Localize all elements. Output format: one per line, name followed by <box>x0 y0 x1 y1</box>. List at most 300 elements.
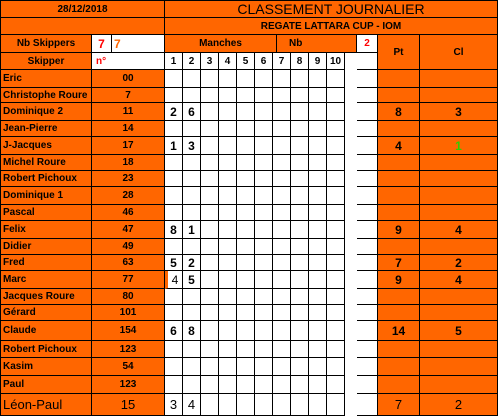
skippers.13-rank <box>420 289 498 305</box>
skippers.6-race-9 <box>309 171 327 187</box>
footer-race-1: 3 <box>165 394 183 416</box>
skippers.6-race-5 <box>237 171 255 187</box>
skippers.8-race-6 <box>255 205 273 221</box>
skippers.7-rank <box>420 187 498 205</box>
skippers.16-race-1 <box>165 341 183 358</box>
skippers.15-rank: 5 <box>420 321 498 341</box>
skippers.5-points <box>378 155 420 171</box>
race-number-7: 7 <box>273 53 291 70</box>
skippers.17-race-5 <box>237 358 255 376</box>
skippers.11-points: 7 <box>378 255 420 271</box>
skippers.0-race-9 <box>309 70 327 88</box>
skippers.5-number: 18 <box>92 155 165 171</box>
skippers.16-rank <box>420 341 498 358</box>
footer-number: 15 <box>92 394 165 416</box>
pt-header: Pt <box>378 35 420 70</box>
skippers.14-number: 101 <box>92 305 165 321</box>
skippers.14-race-6 <box>255 305 273 321</box>
footer-race-5 <box>237 394 255 416</box>
footer-race-7 <box>273 394 291 416</box>
skippers.16-race-3 <box>201 341 219 358</box>
skippers.10-race-6 <box>255 239 273 255</box>
skippers.16-number: 123 <box>92 341 165 358</box>
skippers.12-points: 9 <box>378 271 420 289</box>
nb-skippers-b: 7 <box>112 35 165 53</box>
skippers.3-number: 14 <box>92 121 165 137</box>
skippers.8-number: 46 <box>92 205 165 221</box>
skippers.17-sep <box>357 358 378 376</box>
skippers.1-race-4 <box>219 88 237 103</box>
skippers.17-points <box>378 358 420 376</box>
skippers.10-race-8 <box>291 239 309 255</box>
skippers.11-name: Fred <box>0 255 92 271</box>
skippers.2-race-8 <box>291 103 309 121</box>
skippers.13-race-6 <box>255 289 273 305</box>
skippers.17-race-10 <box>327 358 345 376</box>
nb-skippers-label: Nb Skippers <box>0 35 92 53</box>
skippers.0-race-7 <box>273 70 291 88</box>
skippers.2-race-3 <box>201 103 219 121</box>
skippers.9-rank: 4 <box>420 221 498 239</box>
skippers.5-sep <box>357 155 378 171</box>
skippers.1-number: 7 <box>92 88 165 103</box>
skippers.14-race-4 <box>219 305 237 321</box>
skippers.17-race-8 <box>291 358 309 376</box>
skippers.14-points <box>378 305 420 321</box>
skippers.1-race-7 <box>273 88 291 103</box>
skippers.2-race-1: 2 <box>165 103 183 121</box>
footer-race-8 <box>291 394 309 416</box>
skippers.9-race-9 <box>309 221 327 239</box>
skippers.11-sep <box>357 255 378 271</box>
race-number-3: 3 <box>201 53 219 70</box>
skippers.15-race-1: 6 <box>165 321 183 341</box>
skippers.4-rank: 1 <box>420 137 498 155</box>
skippers.12-name: Marc <box>0 271 92 289</box>
skippers.13-race-8 <box>291 289 309 305</box>
skippers.0-race-8 <box>291 70 309 88</box>
skippers.7-race-9 <box>309 187 327 205</box>
skippers.11-race-3 <box>201 255 219 271</box>
skippers.10-race-3 <box>201 239 219 255</box>
skippers.1-race-10 <box>327 88 345 103</box>
skippers.16-race-7 <box>273 341 291 358</box>
skippers.8-race-1 <box>165 205 183 221</box>
skippers.7-number: 28 <box>92 187 165 205</box>
skippers.10-race-5 <box>237 239 255 255</box>
skippers.16-sep <box>357 341 378 358</box>
footer-race-9 <box>309 394 327 416</box>
skippers.13-sep <box>357 289 378 305</box>
skippers.4-sep <box>357 137 378 155</box>
skippers.7-race-1 <box>165 187 183 205</box>
skippers.5-race-5 <box>237 155 255 171</box>
skippers.3-race-6 <box>255 121 273 137</box>
skippers.3-race-5 <box>237 121 255 137</box>
skippers.18-race-6 <box>255 376 273 394</box>
skippers.13-race-9 <box>309 289 327 305</box>
race-number-8: 8 <box>291 53 309 70</box>
skippers.18-sep <box>357 376 378 394</box>
sep-header <box>357 53 378 70</box>
footer-rank: 2 <box>420 394 498 416</box>
skippers.1-race-8 <box>291 88 309 103</box>
skippers.15-race-6 <box>255 321 273 341</box>
skippers.6-sep <box>357 171 378 187</box>
skippers.18-race-7 <box>273 376 291 394</box>
skippers.2-points: 8 <box>378 103 420 121</box>
skippers.3-race-9 <box>309 121 327 137</box>
skippers.1-race-5 <box>237 88 255 103</box>
skippers.10-rank <box>420 239 498 255</box>
race-number-1: 1 <box>165 53 183 70</box>
footer-name: Léon-Paul <box>0 394 92 416</box>
skippers.8-race-8 <box>291 205 309 221</box>
skippers.9-race-8 <box>291 221 309 239</box>
skippers.0-race-3 <box>201 70 219 88</box>
skippers.4-points: 4 <box>378 137 420 155</box>
skippers.12-rank: 4 <box>420 271 498 289</box>
number-column-header: n° <box>92 53 165 70</box>
skippers.8-rank <box>420 205 498 221</box>
skippers.0-rank <box>420 70 498 88</box>
skippers.6-race-7 <box>273 171 291 187</box>
skippers.13-number: 80 <box>92 289 165 305</box>
skippers.5-race-8 <box>291 155 309 171</box>
skippers.1-race-9 <box>309 88 327 103</box>
skippers.11-race-5 <box>237 255 255 271</box>
skippers.7-race-4 <box>219 187 237 205</box>
skippers.0-points <box>378 70 420 88</box>
skippers.5-race-6 <box>255 155 273 171</box>
skippers.10-race-2 <box>183 239 201 255</box>
skippers.5-rank <box>420 155 498 171</box>
skippers.1-rank <box>420 88 498 103</box>
skippers.9-race-3 <box>201 221 219 239</box>
skippers.15-race-9 <box>309 321 327 341</box>
skippers.4-race-10 <box>327 137 345 155</box>
skippers.13-race-3 <box>201 289 219 305</box>
skippers.3-sep <box>357 121 378 137</box>
skippers.1-race-6 <box>255 88 273 103</box>
skippers.14-race-5 <box>237 305 255 321</box>
footer-race-10 <box>327 394 345 416</box>
skippers.2-race-9 <box>309 103 327 121</box>
skippers.8-sep <box>357 205 378 221</box>
nb-skippers-a: 7 <box>92 35 112 53</box>
skippers.7-name: Dominique 1 <box>0 187 92 205</box>
footer-race-2: 4 <box>183 394 201 416</box>
skippers.5-race-3 <box>201 155 219 171</box>
skippers.0-race-4 <box>219 70 237 88</box>
skippers.5-race-2 <box>183 155 201 171</box>
skippers.13-race-2 <box>183 289 201 305</box>
skippers.7-race-3 <box>201 187 219 205</box>
skippers.15-number: 154 <box>92 321 165 341</box>
skippers.17-race-1 <box>165 358 183 376</box>
skippers.17-race-6 <box>255 358 273 376</box>
skipper-column-header: Skipper <box>0 53 92 70</box>
skippers.14-race-3 <box>201 305 219 321</box>
skippers.1-points <box>378 88 420 103</box>
skippers.9-race-7 <box>273 221 291 239</box>
footer-points: 7 <box>378 394 420 416</box>
skippers.17-race-2 <box>183 358 201 376</box>
skippers.12-sep <box>357 271 378 289</box>
skippers.12-race-3 <box>201 271 219 289</box>
skippers.18-rank <box>420 376 498 394</box>
skippers.9-race-2: 1 <box>183 221 201 239</box>
skippers.12-number: 77 <box>92 271 165 289</box>
nb-label: Nb <box>277 35 357 53</box>
skippers.14-race-8 <box>291 305 309 321</box>
skippers.11-race-4 <box>219 255 237 271</box>
skippers.12-race-10 <box>327 271 345 289</box>
skippers.14-race-7 <box>273 305 291 321</box>
skippers.18-name: Paul <box>0 376 92 394</box>
subtitle-cell: REGATE LATTARA CUP - IOM <box>165 18 498 35</box>
skippers.12-race-8 <box>291 271 309 289</box>
skippers.11-number: 63 <box>92 255 165 271</box>
skippers.11-race-8 <box>291 255 309 271</box>
skippers.15-name: Claude <box>0 321 92 341</box>
skippers.15-points: 14 <box>378 321 420 341</box>
skippers.4-race-4 <box>219 137 237 155</box>
skippers.14-sep <box>357 305 378 321</box>
manches-label: Manches <box>165 35 277 53</box>
skippers.15-race-2: 8 <box>183 321 201 341</box>
skippers.14-name: Gérard <box>0 305 92 321</box>
skippers.3-name: Jean-Pierre <box>0 121 92 137</box>
skippers.6-number: 23 <box>92 171 165 187</box>
skippers.16-race-5 <box>237 341 255 358</box>
skippers.2-race-5 <box>237 103 255 121</box>
skippers.0-number: 00 <box>92 70 165 88</box>
skippers.17-race-9 <box>309 358 327 376</box>
skippers.4-race-1: 1 <box>165 137 183 155</box>
skippers.1-race-2 <box>183 88 201 103</box>
skippers.10-race-10 <box>327 239 345 255</box>
skippers.13-race-5 <box>237 289 255 305</box>
skippers.2-race-4 <box>219 103 237 121</box>
skippers.18-race-3 <box>201 376 219 394</box>
skippers.14-rank <box>420 305 498 321</box>
skippers.3-race-2 <box>183 121 201 137</box>
skippers.10-name: Didier <box>0 239 92 255</box>
skippers.11-race-9 <box>309 255 327 271</box>
skippers.5-race-4 <box>219 155 237 171</box>
skippers.13-race-1 <box>165 289 183 305</box>
skippers.1-race-3 <box>201 88 219 103</box>
skippers.8-race-4 <box>219 205 237 221</box>
skippers.12-race-1: 4 <box>165 271 183 289</box>
skippers.3-points <box>378 121 420 137</box>
skippers.16-race-6 <box>255 341 273 358</box>
skippers.12-race-9 <box>309 271 327 289</box>
skippers.12-race-6 <box>255 271 273 289</box>
skippers.5-race-9 <box>309 155 327 171</box>
skippers.2-race-7 <box>273 103 291 121</box>
skippers.4-race-5 <box>237 137 255 155</box>
skippers.13-race-10 <box>327 289 345 305</box>
skippers.8-points <box>378 205 420 221</box>
skippers.7-race-8 <box>291 187 309 205</box>
skippers.7-points <box>378 187 420 205</box>
skippers.0-race-6 <box>255 70 273 88</box>
skippers.8-race-3 <box>201 205 219 221</box>
skippers.18-race-8 <box>291 376 309 394</box>
skippers.16-race-10 <box>327 341 345 358</box>
skippers.4-race-2: 3 <box>183 137 201 155</box>
skippers.8-race-5 <box>237 205 255 221</box>
skippers.18-race-5 <box>237 376 255 394</box>
skippers.13-points <box>378 289 420 305</box>
skippers.16-name: Robert Pichoux <box>0 341 92 358</box>
skippers.11-race-1: 5 <box>165 255 183 271</box>
skippers.11-rank: 2 <box>420 255 498 271</box>
race-number-5: 5 <box>237 53 255 70</box>
skippers.7-race-5 <box>237 187 255 205</box>
footer-race-6 <box>255 394 273 416</box>
skippers.17-number: 54 <box>92 358 165 376</box>
skippers.18-race-2 <box>183 376 201 394</box>
skippers.7-race-7 <box>273 187 291 205</box>
skippers.2-rank: 3 <box>420 103 498 121</box>
skippers.2-race-2: 6 <box>183 103 201 121</box>
skippers.4-race-9 <box>309 137 327 155</box>
skippers.5-name: Michel Roure <box>0 155 92 171</box>
skippers.9-race-4 <box>219 221 237 239</box>
skippers.15-race-8 <box>291 321 309 341</box>
skippers.9-name: Felix <box>0 221 92 239</box>
skippers.6-race-8 <box>291 171 309 187</box>
skippers.17-rank <box>420 358 498 376</box>
skippers.4-race-3 <box>201 137 219 155</box>
skippers.16-race-8 <box>291 341 309 358</box>
skippers.6-name: Robert Pichoux <box>0 171 92 187</box>
skippers.9-sep <box>357 221 378 239</box>
skippers.7-race-2 <box>183 187 201 205</box>
skippers.17-race-7 <box>273 358 291 376</box>
skippers.11-race-6 <box>255 255 273 271</box>
race-number-4: 4 <box>219 53 237 70</box>
footer-race-3 <box>201 394 219 416</box>
skippers.18-race-10 <box>327 376 345 394</box>
skippers.3-race-10 <box>327 121 345 137</box>
skippers.0-race-1 <box>165 70 183 88</box>
skippers.10-race-4 <box>219 239 237 255</box>
skippers.15-race-4 <box>219 321 237 341</box>
skippers.17-name: Kasim <box>0 358 92 376</box>
skippers.13-race-7 <box>273 289 291 305</box>
skippers.1-sep <box>357 88 378 103</box>
skippers.12-race-7 <box>273 271 291 289</box>
skippers.13-race-4 <box>219 289 237 305</box>
nb-value: 2 <box>357 35 378 53</box>
skippers.9-race-5 <box>237 221 255 239</box>
skippers.15-sep <box>357 321 378 341</box>
race-number-10: 10 <box>327 53 345 70</box>
title-cell: CLASSEMENT JOURNALIER <box>165 0 498 18</box>
skippers.7-sep <box>357 187 378 205</box>
skippers.14-race-1 <box>165 305 183 321</box>
skippers.3-race-3 <box>201 121 219 137</box>
skippers.15-race-5 <box>237 321 255 341</box>
cl-header: Cl <box>420 35 498 70</box>
race-number-9: 9 <box>309 53 327 70</box>
skippers.12-race-2: 5 <box>183 271 201 289</box>
skippers.6-race-1 <box>165 171 183 187</box>
skippers.3-rank <box>420 121 498 137</box>
skippers.2-sep <box>357 103 378 121</box>
skippers.18-race-9 <box>309 376 327 394</box>
skippers.3-race-7 <box>273 121 291 137</box>
skippers.9-race-10 <box>327 221 345 239</box>
skippers.5-race-1 <box>165 155 183 171</box>
skippers.9-race-6 <box>255 221 273 239</box>
skippers.9-race-1: 8 <box>165 221 183 239</box>
skippers.8-name: Pascal <box>0 205 92 221</box>
skippers.2-race-10 <box>327 103 345 121</box>
skippers.5-race-7 <box>273 155 291 171</box>
skippers.6-race-2 <box>183 171 201 187</box>
skippers.0-race-10 <box>327 70 345 88</box>
skippers.15-race-10 <box>327 321 345 341</box>
skippers.3-race-8 <box>291 121 309 137</box>
skippers.1-race-1 <box>165 88 183 103</box>
skippers.9-number: 47 <box>92 221 165 239</box>
skippers.17-race-3 <box>201 358 219 376</box>
skippers.7-race-6 <box>255 187 273 205</box>
skippers.6-race-6 <box>255 171 273 187</box>
skippers.11-race-2: 2 <box>183 255 201 271</box>
skippers.16-race-9 <box>309 341 327 358</box>
skippers.17-race-4 <box>219 358 237 376</box>
skippers.14-race-9 <box>309 305 327 321</box>
skippers.16-race-4 <box>219 341 237 358</box>
skippers.0-name: Eric <box>0 70 92 88</box>
race-number-6: 6 <box>255 53 273 70</box>
skippers.15-race-7 <box>273 321 291 341</box>
skippers.18-race-4 <box>219 376 237 394</box>
skippers.10-points <box>378 239 420 255</box>
skippers.8-race-7 <box>273 205 291 221</box>
race-number-2: 2 <box>183 53 201 70</box>
skippers.8-race-10 <box>327 205 345 221</box>
skippers.4-number: 17 <box>92 137 165 155</box>
skippers.16-race-2 <box>183 341 201 358</box>
skippers.3-race-4 <box>219 121 237 137</box>
skippers.4-race-8 <box>291 137 309 155</box>
skippers.6-race-10 <box>327 171 345 187</box>
skippers.4-race-6 <box>255 137 273 155</box>
skippers.6-race-3 <box>201 171 219 187</box>
skippers.10-race-9 <box>309 239 327 255</box>
skippers.1-name: Christophe Roure <box>0 88 92 103</box>
skippers.4-race-7 <box>273 137 291 155</box>
skippers.14-race-2 <box>183 305 201 321</box>
skippers.2-name: Dominique 2 <box>0 103 92 121</box>
skippers.9-points: 9 <box>378 221 420 239</box>
skippers.12-race-4 <box>219 271 237 289</box>
skippers.10-sep <box>357 239 378 255</box>
skippers.14-race-10 <box>327 305 345 321</box>
skippers.7-race-10 <box>327 187 345 205</box>
skippers.3-race-1 <box>165 121 183 137</box>
skippers.13-name: Jacques Roure <box>0 289 92 305</box>
skippers.2-race-6 <box>255 103 273 121</box>
skippers.12-race-5 <box>237 271 255 289</box>
